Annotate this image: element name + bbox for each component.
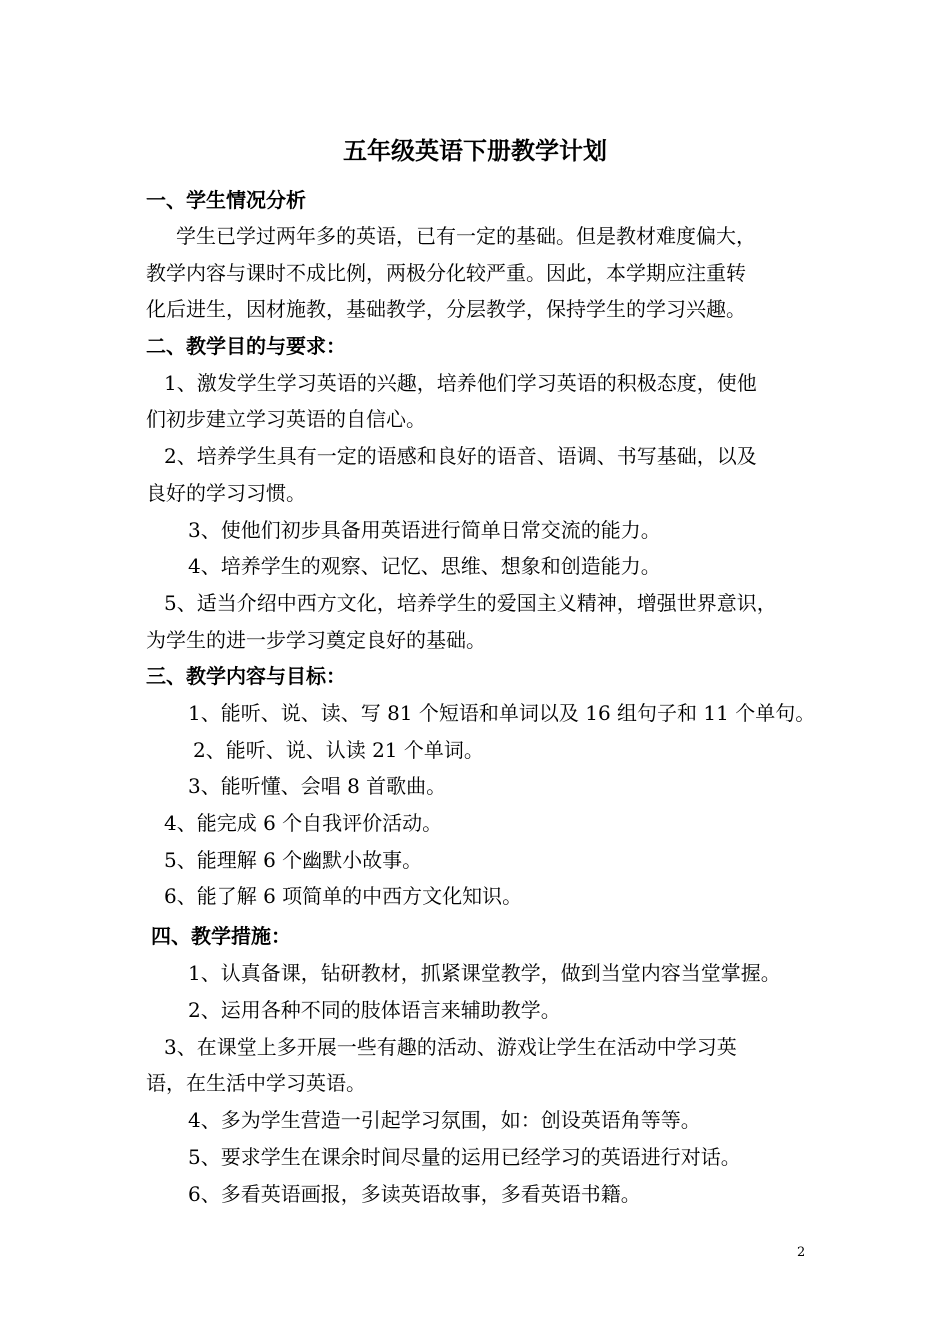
paragraph-line: 3、使他们初步具备用英语进行简单日常交流的能力。 (188, 518, 661, 542)
paragraph-line: 1、激发学生学习英语的兴趣，培养他们学习英语的积极态度，使他 (164, 371, 757, 395)
page-number: 2 (797, 1245, 806, 1260)
paragraph-line: 教学内容与课时不成比例，两极分化较严重。因此，本学期应注重转 (146, 261, 746, 285)
paragraph-line: 3、在课堂上多开展一些有趣的活动、游戏让学生在活动中学习英 (164, 1035, 737, 1059)
paragraph-line: 4、能完成 6 个自我评价活动。 (164, 811, 443, 835)
paragraph-line: 4、培养学生的观察、记忆、思维、想象和创造能力。 (188, 554, 661, 578)
paragraph-line: 为学生的进一步学习奠定良好的基础。 (146, 628, 486, 652)
section-heading-student-analysis: 一、学生情况分析 (146, 188, 306, 212)
paragraph-line: 5、要求学生在课余时间尽量的运用已经学习的英语进行对话。 (188, 1145, 741, 1169)
paragraph-line: 4、多为学生营造一引起学习氛围，如：创设英语角等等。 (188, 1108, 701, 1132)
paragraph-line: 学生已学过两年多的英语，已有一定的基础。但是教材难度偏大， (176, 224, 756, 248)
paragraph-line: 语，在生活中学习英语。 (146, 1071, 366, 1095)
section-heading-goals: 二、教学目的与要求： (146, 334, 346, 358)
paragraph-line: 2、能听、说、认读 21 个单词。 (193, 738, 484, 762)
paragraph-line: 6、能了解 6 项简单的中西方文化知识。 (164, 884, 523, 908)
paragraph-line: 1、认真备课，钻研教材，抓紧课堂教学，做到当堂内容当堂掌握。 (188, 961, 781, 985)
document-title: 五年级英语下册教学计划 (343, 136, 607, 165)
paragraph-line: 化后进生，因材施教，基础教学，分层教学，保持学生的学习兴趣。 (146, 297, 746, 321)
paragraph-line: 良好的学习习惯。 (146, 481, 306, 505)
paragraph-line: 6、多看英语画报，多读英语故事，多看英语书籍。 (188, 1182, 641, 1206)
paragraph-line: 3、能听懂、会唱 8 首歌曲。 (188, 774, 447, 798)
paragraph-line: 5、适当介绍中西方文化，培养学生的爱国主义精神，增强世界意识， (164, 591, 777, 615)
paragraph-line: 2、培养学生具有一定的语感和良好的语音、语调、书写基础，以及 (164, 444, 757, 468)
paragraph-line: 1、能听、说、读、写 81 个短语和单词以及 16 组句子和 11 个单句。 (188, 701, 816, 725)
section-heading-content: 三、教学内容与目标： (146, 664, 346, 688)
paragraph-line: 5、能理解 6 个幽默小故事。 (164, 848, 423, 872)
paragraph-line: 2、运用各种不同的肢体语言来辅助教学。 (188, 998, 561, 1022)
section-heading-measures: 四、教学措施： (151, 924, 291, 948)
paragraph-line: 们初步建立学习英语的自信心。 (146, 407, 426, 431)
